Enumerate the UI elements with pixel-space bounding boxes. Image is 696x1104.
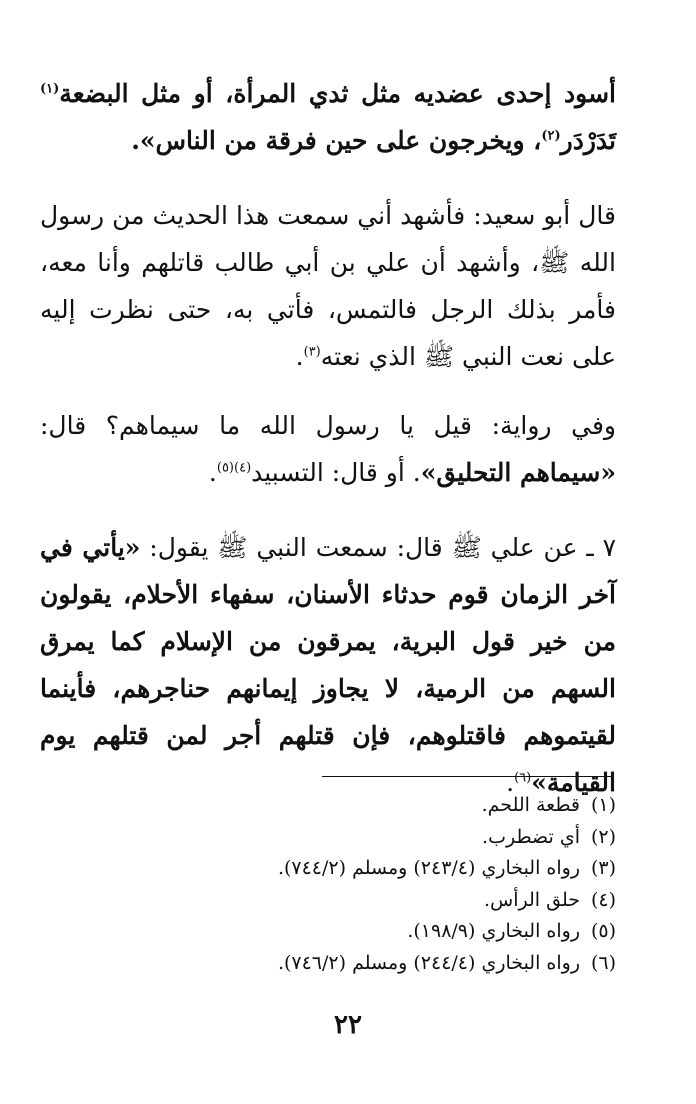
footnote-4: (٤)حلق الرأس. [484, 888, 616, 911]
footnote-1: (١)قطعة اللحم. [481, 794, 616, 816]
footnote-ref-2[interactable]: (٢) [541, 128, 561, 144]
footnote-3: (٣)رواه البخاري (٢٤٣/٤) ومسلم (٧٤٤/٢). [277, 857, 616, 879]
page-number: ٢٢ [334, 1010, 362, 1040]
footnote-5: (٥)رواه البخاري (١٩٨/٩). [407, 920, 616, 942]
footnote-ref-4-5[interactable]: (٤)(٥) [216, 460, 252, 476]
page-body [40, 70, 616, 806]
paragraph-1: أسود إحدى عضديه مثل ثدي المرأة، أو مثل البضعة$^{(١)}$ تَدَرْدَر$^{(٢)}$، ويخرجون على حين فرقة من الناس». [40, 79, 616, 155]
paragraph-3: وفي رواية: قيل يا رسول الله ما سيماهم؟ قال: «سيماهم التحليق». أو قال: التسبيد$^{(٤)(٥)}$. [40, 411, 616, 487]
footnote-ref-1[interactable]: (١) [40, 81, 60, 97]
footnote-divider [322, 776, 614, 777]
footnote-ref-3[interactable]: (٣) [303, 344, 321, 360]
footnote-ref-6[interactable]: (٦) [514, 770, 532, 786]
paragraph-4: ٧ ـ عن علي ﷺ قال: سمعت النبي ﷺ يقول: «يأتي في آخر الزمان قوم حدثاء الأسنان، سفهاء الأحلام، يقولون من خير قول البرية، يمرقون من الإسلام كما يمرق السهم من الرمية، لا يجاوز إيمانهم حناجرهم، فأينما لقيتموهم فاقتلوهم، فإن قتلهم أجر لمن قتلهم يوم القيامة»$^{(٦)}$. [40, 533, 617, 797]
footnote-2: (٢)أي تضطرب. [482, 825, 616, 848]
footnote-6: (٦)رواه البخاري (٢٤٤/٤) ومسلم (٧٤٦/٢). [277, 951, 616, 974]
footnotes [40, 790, 616, 979]
paragraph-2: قال أبو سعيد: فأشهد أني سمعت هذا الحديث من رسول الله ﷺ، وأشهد أن علي بن أبي طالب قاتلهم وأنا معه، فأمر بذلك الرجل فالتمس، فأتي به، حتى نظرت إليه على نعت النبي ﷺ الذي نعته$^{(٣)}$. [40, 201, 616, 371]
